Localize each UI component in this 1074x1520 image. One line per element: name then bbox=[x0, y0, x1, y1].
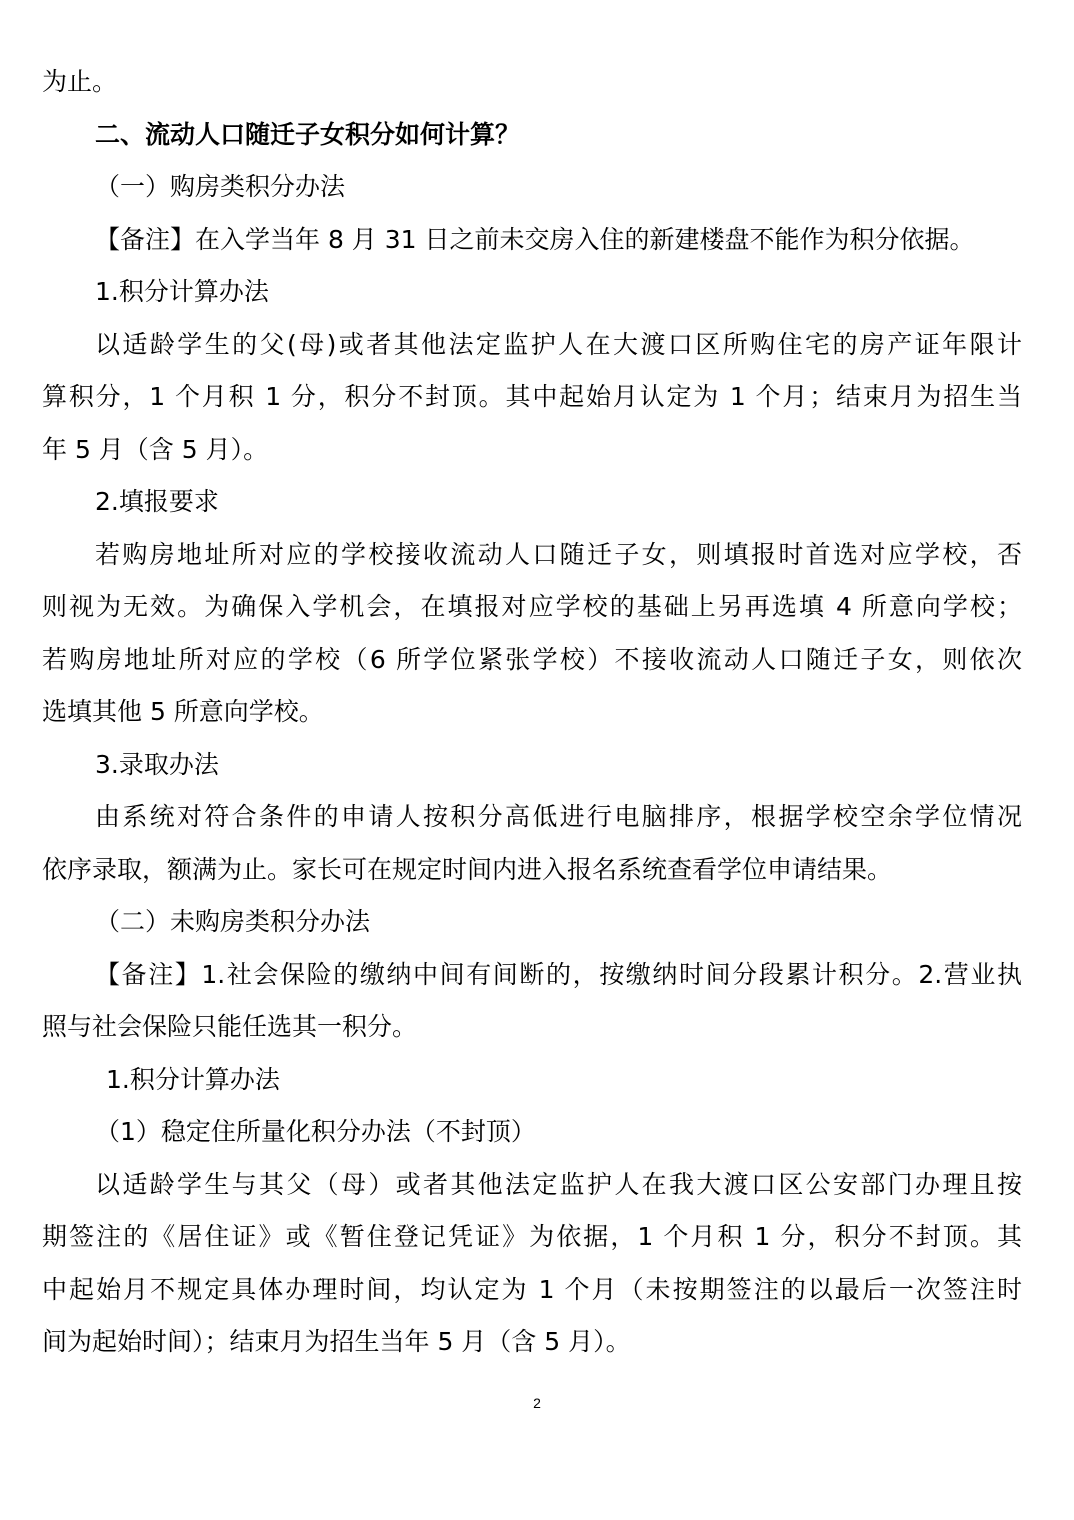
paragraph-line: 为止。 bbox=[42, 67, 118, 96]
subsection-heading: （二）未购房类积分办法 bbox=[95, 907, 371, 936]
page-number: 2 bbox=[533, 1395, 541, 1411]
paragraph-line: 若购房地址所对应的学校接收流动人口随迁子女，则填报时首选对应学校，否 bbox=[95, 540, 1022, 569]
paragraph-line: 依序录取，额满为止。家长可在规定时间内进入报名系统查看学位申请结果。 bbox=[42, 855, 893, 884]
item-heading: 2.填报要求 bbox=[95, 487, 219, 516]
paragraph-line: 以适龄学生与其父（母）或者其他法定监护人在我大渡口区公安部门办理且按 bbox=[95, 1170, 1022, 1199]
paragraph-line: 年 5 月（含 5 月）。 bbox=[42, 435, 269, 464]
item-heading: 3.录取办法 bbox=[95, 750, 219, 779]
paragraph-line: 则视为无效。为确保入学机会，在填报对应学校的基础上另再选填 4 所意向学校； bbox=[42, 592, 1022, 621]
section-heading: 二、流动人口随迁子女积分如何计算？ bbox=[95, 120, 521, 149]
paragraph-line: 期签注的《居住证》或《暂住登记凭证》为依据，1 个月积 1 分，积分不封顶。其 bbox=[42, 1222, 1022, 1251]
paragraph-line: 由系统对符合条件的申请人按积分高低进行电脑排序，根据学校空余学位情况 bbox=[95, 802, 1022, 831]
subsection-heading: （一）购房类积分办法 bbox=[95, 172, 346, 201]
paragraph-line: 以适龄学生的父(母)或者其他法定监护人在大渡口区所购住宅的房产证年限计 bbox=[95, 330, 1022, 359]
paragraph-line: 算积分，1 个月积 1 分，积分不封顶。其中起始月认定为 1 个月；结束月为招生当 bbox=[42, 382, 1022, 411]
paragraph-line: 若购房地址所对应的学校（6 所学位紧张学校）不接收流动人口随迁子女，则依次 bbox=[42, 645, 1022, 674]
paragraph-line: 选填其他 5 所意向学校。 bbox=[42, 697, 324, 726]
paragraph-line: 间为起始时间）；结束月为招生当年 5 月（含 5 月）。 bbox=[42, 1327, 631, 1356]
paragraph-line: 中起始月不规定具体办理时间，均认定为 1 个月（未按期签注的以最后一次签注时 bbox=[42, 1275, 1022, 1304]
note-line: 【备注】1.社会保险的缴纳中间有间断的，按缴纳时间分段累计积分。2.营业执 bbox=[95, 960, 1022, 989]
item-heading: 1.积分计算办法 bbox=[95, 277, 269, 306]
item-heading: 1.积分计算办法 bbox=[106, 1065, 280, 1094]
note-line: 【备注】在入学当年 8 月 31 日之前未交房入住的新建楼盘不能作为积分依据。 bbox=[95, 225, 975, 254]
note-line: 照与社会保险只能任选其一积分。 bbox=[42, 1012, 418, 1041]
item-subheading: （1）稳定住所量化积分办法（不封顶） bbox=[95, 1117, 536, 1146]
